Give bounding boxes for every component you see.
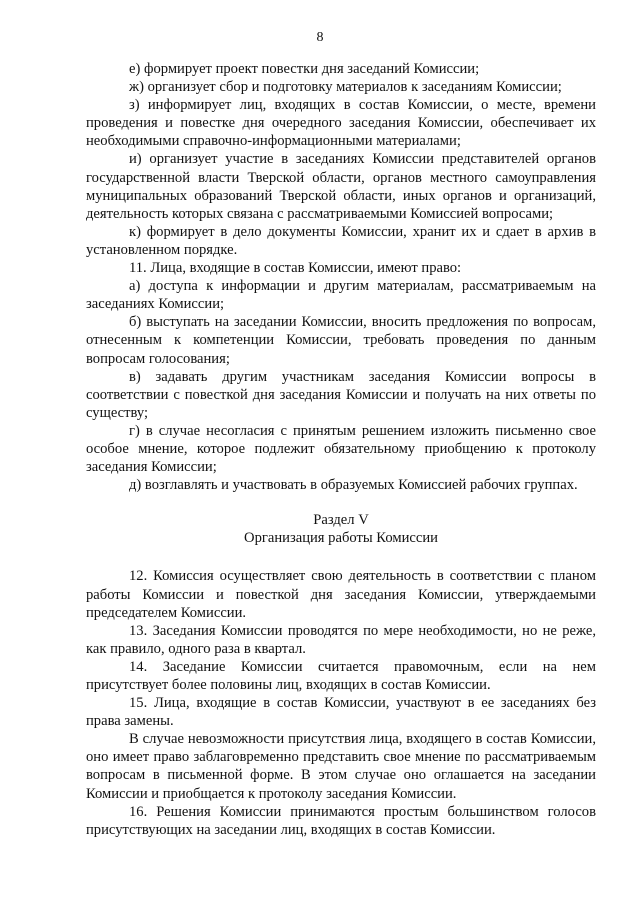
paragraph-g: г) в случае несогласия с принятым решением изложить письменно свое особое мнение, которое подлежит обязательному приобщению к протоколу заседания Комиссии; xyxy=(86,422,596,476)
paragraph-k: к) формирует в дело документы Комиссии, хранит их и сдает в архив в установленном порядке. xyxy=(86,223,596,258)
section-number: Раздел V xyxy=(313,512,369,529)
paragraph-16: 16. Решения Комиссии принимаются простым большинством голосов присутствующих на заседании лиц, входящих в состав Комиссии. xyxy=(86,803,596,838)
section-title: Организация работы Комиссии xyxy=(244,530,438,547)
paragraph-a: а) доступа к информации и другим материалам, рассматриваемым на заседаниях Комиссии; xyxy=(86,278,596,313)
paragraph-z: з) информирует лиц, входящих в состав Комиссии, о месте, времени проведения и повестке дня очередного заседания Комиссии, обеспечивает их необходимыми справочно-информационными материалами; xyxy=(86,97,596,150)
paragraph-e: е) формирует проект повестки дня заседаний Комиссии; xyxy=(129,61,480,77)
paragraph-v: в) задавать другим участникам заседания Комиссии вопросы в соответствии с повесткой дня заседания Комиссии и получать на них ответы по существу; xyxy=(86,368,596,421)
paragraph-12: 12. Комиссия осуществляет свою деятельность в соответствии с планом работы Комиссии и повесткой дня заседания Комиссии, утверждаемыми председателем Комиссии. xyxy=(86,568,596,621)
paragraph-13: 13. Заседания Комиссии проводятся по мере необходимости, но не реже, как правило, одного раза в квартал. xyxy=(86,622,596,657)
paragraph-b: б) выступать на заседании Комиссии, вносить предложения по вопросам, отнесенным к компетенции Комиссии, требовать проведения по данным вопросам голосования; xyxy=(86,314,596,367)
paragraph-i: и) организует участие в заседаниях Комиссии представителей органов государственной власти Тверской области, органов местного самоуправления муниципальных образований Тверской области, иных органов и организаций, деятельность которых связана с рассматриваемыми Комиссией вопросами; xyxy=(86,151,596,222)
paragraph-11: 11. Лица, входящие в состав Комиссии, имеют право: xyxy=(129,260,462,277)
section-heading xyxy=(86,511,596,547)
document-body xyxy=(86,60,596,839)
paragraph-15: 15. Лица, входящие в состав Комиссии, участвуют в ее заседаниях без права замены. xyxy=(86,695,596,730)
paragraph-15-continuation: В случае невозможности присутствия лица, входящего в состав Комиссии, оно имеет право заблаговременно представить свое мнение по рассматриваемым вопросам в письменной форме. В этом случае оно оглашается на заседании Комиссии и приобщается к протоколу заседания Комиссии. xyxy=(86,731,596,802)
page-number: 8 xyxy=(316,30,324,45)
paragraph-14: 14. Заседание Комиссии считается правомочным, если на нем присутствует более половины лиц, входящих в состав Комиссии. xyxy=(86,658,596,693)
paragraph-d: д) возглавлять и участвовать в образуемых Комиссией рабочих группах. xyxy=(129,477,578,494)
paragraph-zh: ж) организует сбор и подготовку материалов к заседаниям Комиссии; xyxy=(129,79,562,96)
